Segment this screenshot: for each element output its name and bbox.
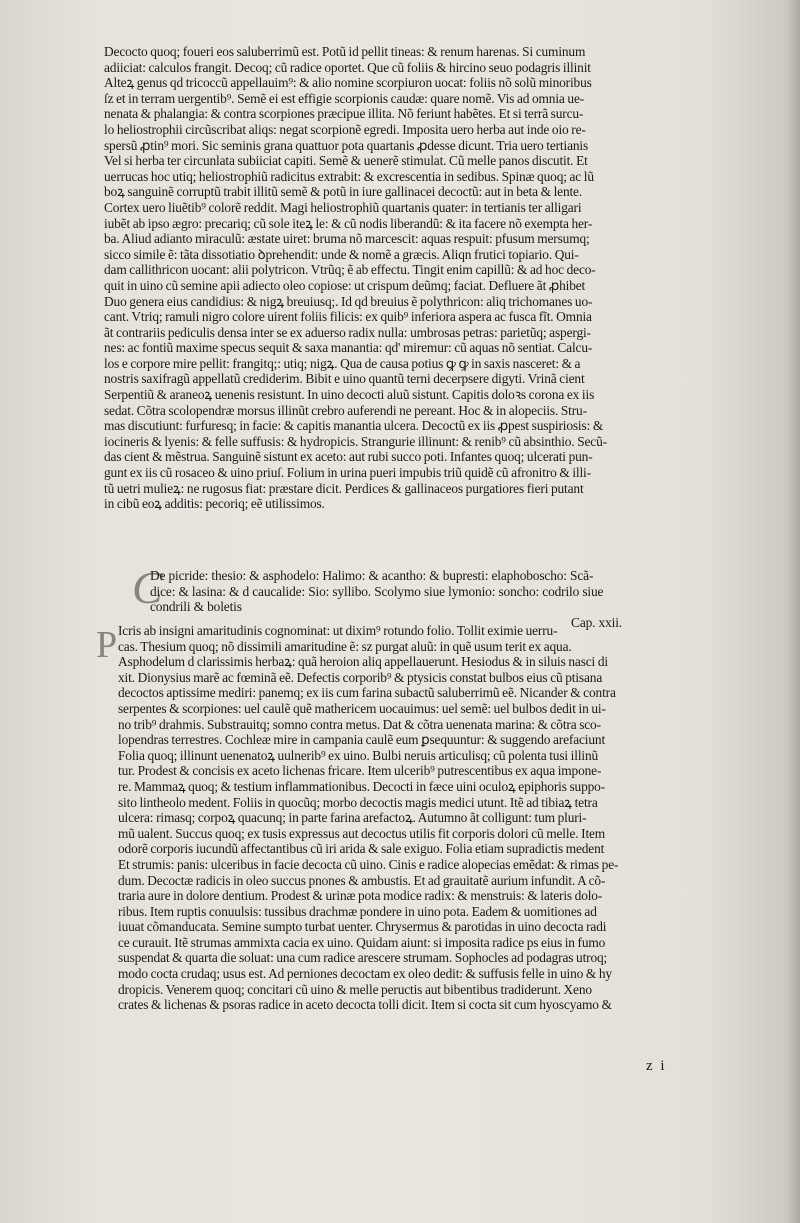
text-line: Folia quoq; illinunt uenenatoꝝ uulnerib⁹ ex uino. Bulbi neruis articulisq; cũ polenta tusi illinũ	[118, 747, 599, 763]
text-line: Decocto quoq; foueri eos saluberrimũ est. Potũ id pellit tineas: & renum harenas. Si cuminum	[104, 44, 586, 59]
chapter-initial-c: C	[132, 562, 163, 613]
text-line: tũ uetri mulieꝝ: ne rugosus fiat: præstare dicit. Perdices & gallinaceos purgatiores fieri putant	[104, 480, 584, 496]
text-line: sito lintheolo medent. Foliis in quocũq; morbo decoctis magis medici utunt. Itẽ ad tibiaꝝ tetra	[118, 794, 598, 810]
text-line: odorẽ corporis iucundũ affectantibus cũ iri arida & sale exiguo. Folia etiam supradictis medent	[118, 841, 605, 857]
text-line: re. Mammaꝝ quoq; & testium inflammationibus. Decocti in fæce uini oculoꝝ epiphoris suppo-	[118, 778, 606, 794]
text-line: decoctos aptissime mediri: panemq; ex iis cum farina subactũ saluberrimũ eẽ. Nicander & contra	[118, 685, 616, 701]
text-line: das cient & mẽstrua. Sanguinẽ sistunt ex aceto: aut rubi succo poti. Infantes quoq; ulcerati pun-	[104, 449, 593, 465]
text-line: cas. Thesium quoq; nõ dissimili amaritudine ẽ: sz purgat aluũ: in quẽ usum terit ex aqua.	[118, 638, 572, 654]
chapter-heading-line: De picride: thesio: & asphodelo: Halimo: & acantho: & bupresti: elaphoboscho: Scã-	[150, 568, 594, 583]
text-line: modo cocta crudaq; usus est. Ad perniones decoctam ex oleo dedit: & suffusis felle in uino & hy	[118, 966, 612, 982]
text-line: Serpentiũ & araneoꝝ uenenis resistunt. In uino decocti aluũ sistunt. Capitis doloꝛs corona ex iis	[104, 387, 595, 403]
text-line: Et strumis: panis: ulceribus in facie decocta cũ uino. Cinis e radice alopecias emẽdat: & rimas pe-	[118, 856, 619, 872]
text-line: nenata & phalangia: & contra scorpiones præcipue illita. Nõ feriunt habẽtes. Et si terrã surcu-	[104, 106, 584, 122]
text-line: ſz et in terram uergentib⁹. Semẽ ei est effigie scorpionis caudæ: quare nomẽ. Vis ad omnia ue-	[104, 90, 585, 106]
text-line: cant. Vtriq; ramuli nigro colore uirent foliis filicis: ex quib⁹ inferiora aspera ac fusca fĩt. Omnia	[104, 309, 592, 325]
paragraph-initial-p: P	[96, 624, 118, 666]
chapter-heading	[150, 568, 682, 630]
text-block-upper	[104, 44, 682, 512]
text-line: ribus. Item ruptis conuulsis: tussibus drachmæ pondere in uino pota. Eadem & uomitiones ad	[118, 903, 597, 919]
text-line: boꝝ sanguinẽ corruptũ trabit illitũ semẽ & potũ in iure gallinacei decoctũ: aut in beta & lente.	[104, 184, 583, 200]
text-line: iuuat cõmanducata. Semine sumpto turbat uenter. Chrysermus & parotidas in uino decocta radi	[118, 919, 607, 935]
text-line: dum. Decoctæ radicis in oleo succus pnones & ambustis. Et ad grauitatẽ aurium infundit. A cõ-	[118, 872, 606, 888]
text-line: lo heliostrophii circũscribat aliqs: negat scorpionẽ egredi. Imposita uero herba aut inde oio re-	[104, 121, 586, 137]
text-line: lopendras terrestres. Cochleæ mire in campania caulẽ eum ꝑsequuntur: & suggendo arefaciunt	[118, 732, 606, 748]
text-line: Icris ab insigni amaritudinis cognominat: ut dixim⁹ rotundo folio. Tollit eximie uerru-	[118, 623, 558, 638]
text-line: crates & lichenas & psoras radice in aceto decocta tolli dicit. Item si cocta sit cum hyoscyamo &	[118, 997, 612, 1013]
text-line: los e corpore mire pellit: frangitq;: utiq; nigꝝ. Qua de causa potius ꝙ ꝙ in saxis nasceret: & a	[104, 355, 581, 371]
text-line: suspendat & quarta die soluat: una cum radice arescere strumam. Sophocles ad podagras utroq;	[118, 950, 608, 966]
text-line: ce curauit. Itẽ strumas ammixta cacia ex uino. Quidam aiunt: si imposita radice ps eius in fumo	[118, 934, 606, 950]
text-line: quit in uino cũ semine apii adiecto oleo copiose: ut crispum deũmq; faciat. Defluere ãt ꝓhibet	[104, 277, 586, 293]
text-line: Duo genera eius candidius: & nigꝝ breuiusq;. Id qd breuius ẽ polythricon: aliq trichomanes uo-	[104, 293, 593, 309]
text-line: Alteꝝ genus qd tricoccũ appellauim⁹: & alio nomine scorpiuron uocat: foliis nõ solũ minoribus	[104, 75, 592, 91]
text-line: in cibũ eoꝝ additis: pecoriq; eẽ utilissimos.	[104, 496, 325, 512]
text-line: uerrucas hoc utiq; heliostrophiũ radicitus extrabit: & excrescentia in sedibus. Spinæ quoq; ac lũ	[104, 168, 594, 184]
chapter-heading-line: dice: & lasina: & d caucalide: Sio: syllibo. Scolymo siue lymonio: soncho: codrilo siue	[150, 583, 604, 599]
text-line: iocineris & lyenis: & felle suffusis: & hydropicis. Strangurie illinunt: & renib⁹ cũ absinthio. Secũ-	[104, 433, 607, 449]
page-edge-shadow	[786, 0, 800, 1223]
text-line: serpentes & scorpiones: uel caulẽ quẽ mathericem uocauimus: uel semẽ: uel bulbos dedit in ui-	[118, 700, 606, 716]
text-line: sicco simile ẽ: tãta dissotiatio ꝺprehendit: unde & nomẽ a græcis. Aliqn frutici topiario. Qui-	[104, 246, 579, 262]
text-line: mũ ualent. Succus quoq; ex tusis expressus aut decoctus utilis fit corporis dolori cũ melle. Item	[118, 825, 606, 841]
text-line: Vel si herba ter circunlata subiiciat capiti. Semẽ & uenerẽ stimulat. Cũ melle panos discutit. Et	[104, 153, 588, 169]
text-line: ulcera: rimasq; corpoꝝ quacunq; in parte farina arefactoꝝ. Autumno ãt colligunt: tum pluri-	[118, 810, 587, 826]
text-line: dropicis. Venerem quoq; concitari cũ uino & melle peructis aut bibentibus tradiderunt. Xeno	[118, 981, 592, 997]
signature-mark: z i	[646, 1058, 667, 1074]
text-line: Cortex uero liuẽtib⁹ colorẽ reddit. Magi heliostrophiũ quartanis quater: in tertianis ter alligari	[104, 199, 582, 215]
text-line: adiiciat: calculos frangit. Decoq; cũ radice oportet. Que cũ foliis & hircino seuo podagris illinit	[104, 59, 591, 75]
text-line: no trib⁹ drahmis. Substrauitq; somno contra metus. Dat & cõtra uenenata marina: & cõtra sco-	[118, 716, 601, 732]
text-line: traria aure in dolore dentium. Prodest & urinæ pota modice radix: & menstruis: & lateris dolo-	[118, 888, 603, 904]
text-line: iubẽt ab ipso ægro: precariq; cũ sole iteꝝ le: & cũ nodis liberandũ: & ita facere nõ exempta her-	[104, 215, 593, 231]
text-line: xit. Dionysius marẽ ac fœminã eẽ. Defectis corporib⁹ & ptysicis constat bulbos eius cũ ptisana	[118, 669, 603, 685]
chapter-heading-line: condrili & boletis	[150, 599, 242, 615]
text-line: sedat. Cõtra scolopendræ morsus illinũt crebro auferendi ne pereant. Hoc & in alopeciis. Stru-	[104, 402, 587, 418]
text-line: mas discutiunt: furfuresq; in facie: & capitis manantia ulcera. Decoctũ ex iis ꝓpest suspiriosis: &	[104, 418, 604, 434]
text-line: nes: ac fontiũ maxime specus sequit & saxa manantia: qd' miremur: cũ aquas nõ sentiat. Calcu-	[104, 340, 593, 356]
chapter-number: Cap. xxii.	[571, 614, 622, 630]
text-block-lower	[118, 623, 682, 1013]
text-line: ba. Aliud adianto miraculũ: æstate uiret: bruma nõ marcescit: aquas respuit: pfusum mersumq;	[104, 231, 590, 247]
text-line: tur. Prodest & concisis ex aceto lichenas fricare. Item ulcerib⁹ putrescentibus ex aqua impone-	[118, 763, 602, 779]
text-line: Asphodelum d clarissimis herbaꝝ: quã heroion aliq appellauerunt. Hesiodus & in siluis nasci di	[118, 654, 608, 670]
text-line: ãt contrariis pediculis densa inter se ex aduerso radix nulla: umbrosas petras: parietũq; aspergi-	[104, 324, 591, 340]
text-line: nostris saxifragũ appellatũ crediderim. Bibit e uino quantũ terni decerpsere digyti. Vrinã cient	[104, 371, 585, 387]
text-line: dam callithricon uocant: alii polytricon. Vtrũq; ẽ ab effectu. Tingit enim capillũ: & ad hoc deco-	[104, 262, 596, 278]
text-line: gunt ex iis cũ rosaceo & uino priuſ. Folium in urina pueri impubis triũ quidẽ cũ afronitro & illi-	[104, 465, 591, 481]
text-line: spersũ ꝓtin⁹ mori. Sic seminis grana quattuor pota quartanis ꝓdesse dicunt. Tria uero tertianis	[104, 137, 589, 153]
